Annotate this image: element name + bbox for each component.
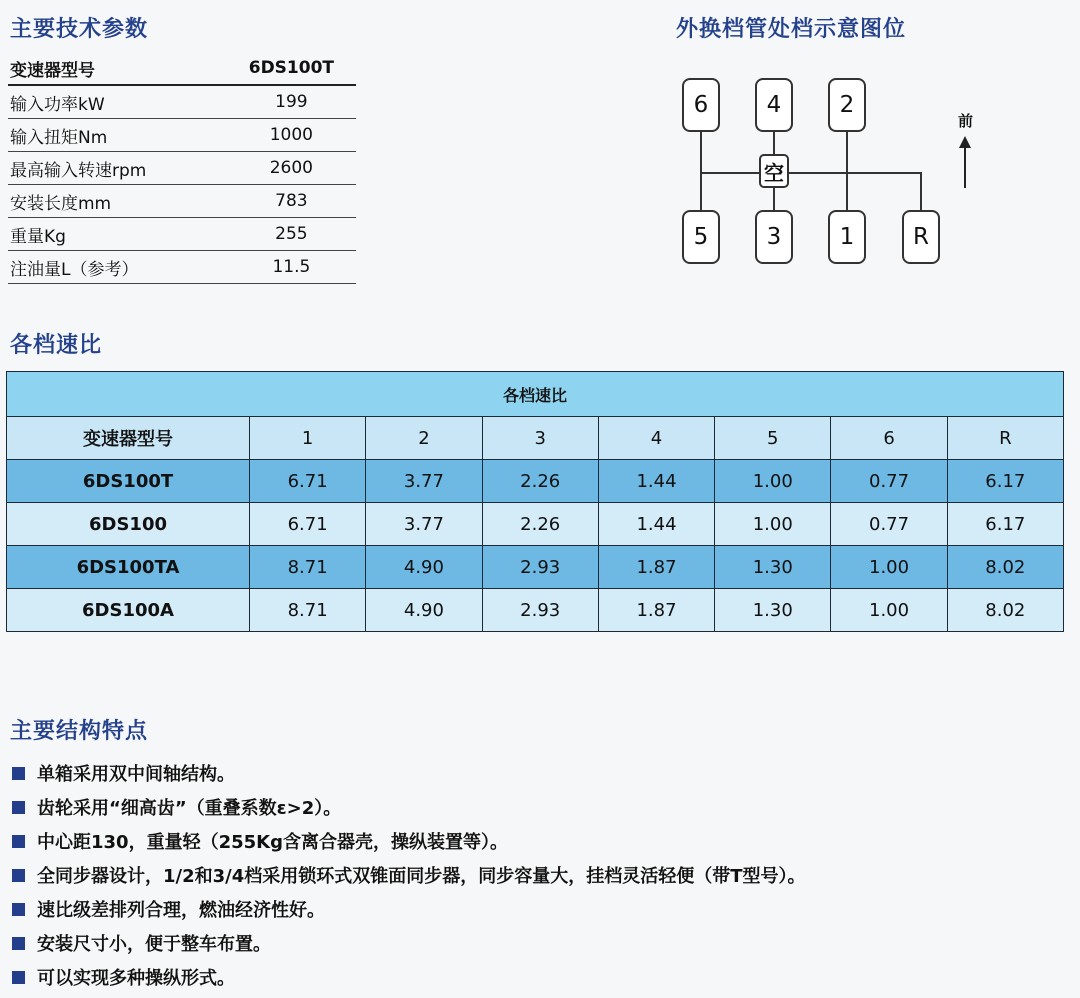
spec-row bbox=[8, 152, 356, 185]
table-row bbox=[7, 503, 1064, 546]
ratio-cell: 8.71 bbox=[250, 546, 366, 589]
list-item bbox=[12, 790, 806, 824]
model-cell: 6DS100T bbox=[7, 460, 250, 503]
ratio-cell: 8.02 bbox=[947, 589, 1063, 632]
features-list bbox=[12, 756, 806, 994]
gear-1-box: 1 bbox=[828, 210, 866, 264]
table-row bbox=[7, 589, 1064, 632]
col-header: 6 bbox=[831, 417, 947, 460]
ratio-section-title: 各档速比 bbox=[10, 333, 103, 358]
feature-text: 可以实现多种操纵形式。 bbox=[37, 968, 235, 989]
list-item bbox=[12, 756, 806, 790]
spec-label: 安装长度mm bbox=[10, 193, 112, 214]
spec-value: 2600 bbox=[269, 158, 313, 178]
table-row bbox=[7, 546, 1064, 589]
spec-row bbox=[8, 218, 356, 251]
spec-value: 783 bbox=[275, 191, 308, 211]
ratio-cell: 1.87 bbox=[598, 546, 714, 589]
spec-value: 11.5 bbox=[272, 257, 311, 277]
ratio-cell: 1.00 bbox=[715, 460, 831, 503]
feature-text: 齿轮采用“细高齿”（重叠系数ε>2）。 bbox=[37, 798, 342, 819]
feature-text: 安装尺寸小，便于整车布置。 bbox=[37, 934, 271, 955]
ratio-cell: 4.90 bbox=[366, 546, 482, 589]
gear-4-box: 4 bbox=[755, 78, 793, 132]
list-item bbox=[12, 892, 806, 926]
gear-reverse-box: R bbox=[902, 210, 940, 264]
spec-label: 输入扭矩Nm bbox=[10, 127, 108, 148]
spec-row bbox=[8, 251, 356, 284]
spec-label: 注油量L（参考） bbox=[10, 259, 139, 280]
front-direction-label: 前 bbox=[958, 112, 974, 130]
square-bullet-icon bbox=[12, 801, 25, 814]
ratio-cell: 2.26 bbox=[482, 503, 598, 546]
spec-row bbox=[8, 86, 356, 119]
square-bullet-icon bbox=[12, 869, 25, 882]
list-item bbox=[12, 926, 806, 960]
square-bullet-icon bbox=[12, 835, 25, 848]
feature-text: 速比级差排列合理，燃油经济性好。 bbox=[37, 900, 325, 921]
shift-pattern-diagram bbox=[676, 76, 976, 276]
spec-row bbox=[8, 119, 356, 152]
square-bullet-icon bbox=[12, 903, 25, 916]
spec-header-label: 变速器型号 bbox=[10, 60, 95, 81]
spec-label: 最高输入转速rpm bbox=[10, 160, 147, 181]
col-header: R bbox=[947, 417, 1063, 460]
spec-section-title: 主要技术参数 bbox=[10, 17, 149, 42]
model-cell: 6DS100 bbox=[7, 503, 250, 546]
ratio-cell: 1.00 bbox=[831, 589, 947, 632]
square-bullet-icon bbox=[12, 767, 25, 780]
features-section-title: 主要结构特点 bbox=[10, 719, 149, 744]
ratio-cell: 0.77 bbox=[831, 503, 947, 546]
feature-text: 单箱采用双中间轴结构。 bbox=[37, 764, 235, 785]
ratio-cell: 1.44 bbox=[598, 503, 714, 546]
spec-value: 1000 bbox=[269, 125, 313, 145]
ratio-cell: 2.93 bbox=[482, 589, 598, 632]
col-header: 5 bbox=[715, 417, 831, 460]
table-row bbox=[7, 460, 1064, 503]
ratio-cell: 6.17 bbox=[947, 503, 1063, 546]
spec-header-row bbox=[8, 52, 356, 86]
gear-ratio-table bbox=[6, 371, 1064, 632]
gear-3-box: 3 bbox=[755, 210, 793, 264]
spec-header-value: 6DS100T bbox=[248, 58, 334, 78]
ratio-cell: 1.30 bbox=[715, 546, 831, 589]
spec-label: 重量Kg bbox=[10, 226, 66, 247]
spec-value: 255 bbox=[275, 224, 308, 244]
spec-label: 输入功率kW bbox=[10, 94, 105, 115]
col-header: 4 bbox=[598, 417, 714, 460]
ratio-cell: 8.02 bbox=[947, 546, 1063, 589]
model-cell: 6DS100A bbox=[7, 589, 250, 632]
ratio-cell: 1.30 bbox=[715, 589, 831, 632]
ratio-cell: 3.77 bbox=[366, 503, 482, 546]
model-cell: 6DS100TA bbox=[7, 546, 250, 589]
ratio-cell: 1.00 bbox=[715, 503, 831, 546]
feature-text: 全同步器设计，1/2和3/4档采用锁环式双锥面同步器，同步容量大，挂档灵活轻便（带T型号）。 bbox=[37, 866, 806, 887]
spec-row bbox=[8, 185, 356, 218]
ratio-cell: 1.00 bbox=[831, 546, 947, 589]
col-header-model: 变速器型号 bbox=[7, 417, 250, 460]
ratio-header-row bbox=[7, 417, 1064, 460]
gear-6-box: 6 bbox=[682, 78, 720, 132]
spec-value: 199 bbox=[275, 92, 308, 112]
col-header: 1 bbox=[250, 417, 366, 460]
ratio-cell: 6.17 bbox=[947, 460, 1063, 503]
list-item bbox=[12, 824, 806, 858]
list-item bbox=[12, 858, 806, 892]
front-arrow-icon bbox=[958, 136, 972, 188]
ratio-cell: 6.71 bbox=[250, 503, 366, 546]
ratio-cell: 6.71 bbox=[250, 460, 366, 503]
list-item bbox=[12, 960, 806, 994]
col-header: 2 bbox=[366, 417, 482, 460]
gear-5-box: 5 bbox=[682, 210, 720, 264]
ratio-table-caption: 各档速比 bbox=[7, 372, 1064, 417]
ratio-cell: 3.77 bbox=[366, 460, 482, 503]
feature-text: 中心距130，重量轻（255Kg含离合器壳，操纵装置等）。 bbox=[37, 832, 508, 853]
shift-rail-reverse bbox=[920, 172, 922, 210]
diagram-title: 外换档管处档示意图位 bbox=[676, 17, 907, 42]
ratio-cell: 0.77 bbox=[831, 460, 947, 503]
ratio-cell: 4.90 bbox=[366, 589, 482, 632]
ratio-cell: 8.71 bbox=[250, 589, 366, 632]
col-header: 3 bbox=[482, 417, 598, 460]
gear-2-box: 2 bbox=[828, 78, 866, 132]
square-bullet-icon bbox=[12, 937, 25, 950]
ratio-caption-row bbox=[7, 372, 1064, 417]
ratio-cell: 2.93 bbox=[482, 546, 598, 589]
ratio-cell: 1.44 bbox=[598, 460, 714, 503]
shift-rail-horizontal bbox=[700, 172, 921, 174]
ratio-cell: 2.26 bbox=[482, 460, 598, 503]
shift-rail-right bbox=[846, 130, 848, 210]
ratio-cell: 1.87 bbox=[598, 589, 714, 632]
square-bullet-icon bbox=[12, 971, 25, 984]
neutral-box: 空 bbox=[759, 154, 789, 188]
shift-rail-left bbox=[700, 130, 702, 210]
spec-table bbox=[8, 52, 356, 284]
